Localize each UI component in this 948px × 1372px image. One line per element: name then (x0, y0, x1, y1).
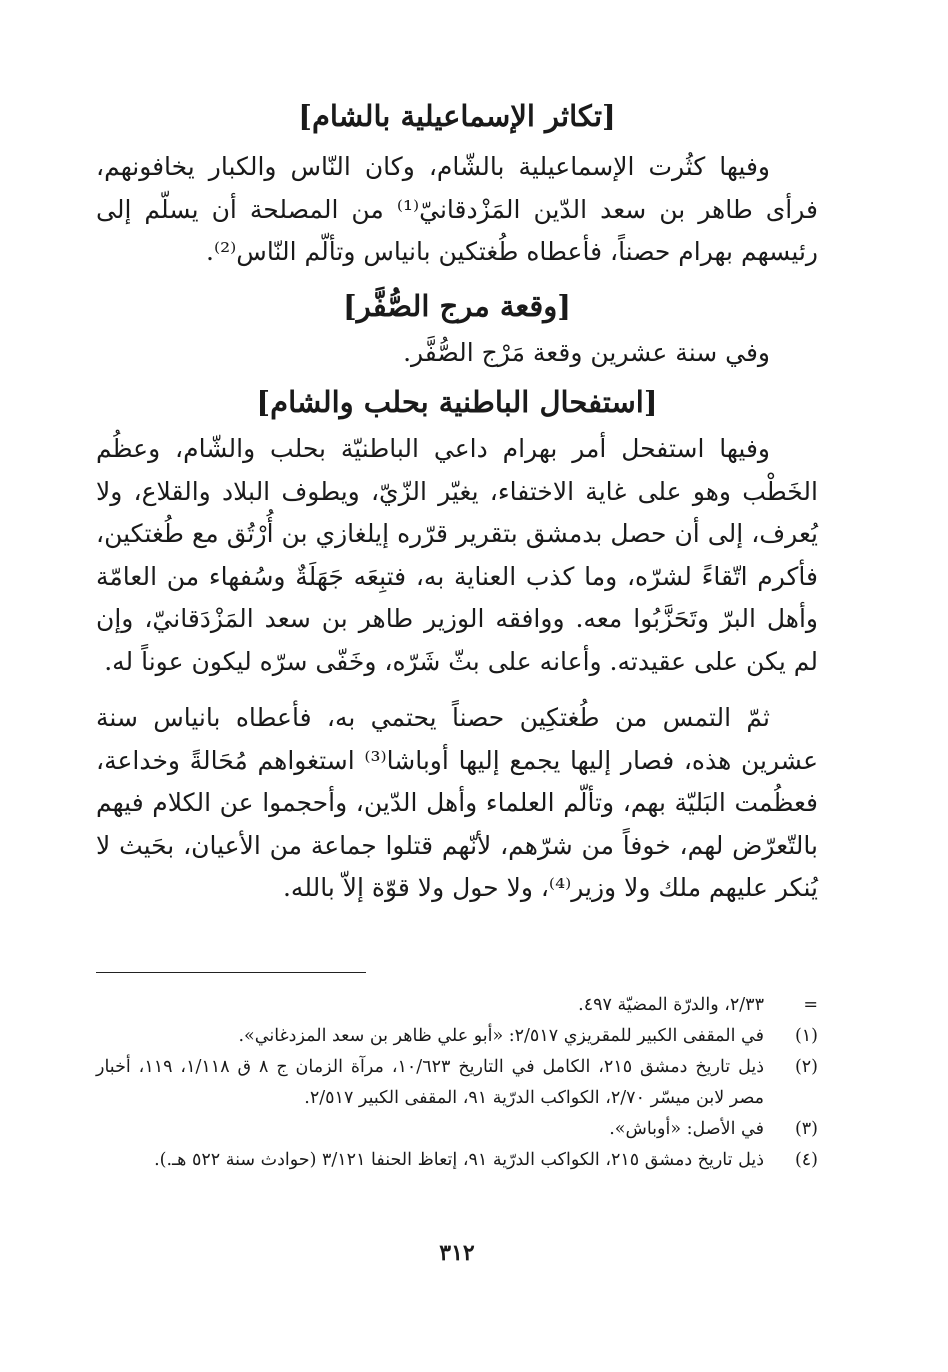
footnote-item (96, 1052, 818, 1114)
footnote-item (96, 990, 818, 1021)
paragraph-batiniyya-1: وفيها استفحل أمر بهرام داعي الباطنيّة بحلب والشّام، وعظُم الخَطْب وهو على غاية الاختفاء، يغيّر الزّيّ، ويطوف البلاد والقلاع، ولا يُعرف، إلى أن حصل بدمشق بتقرير قرّره إيلغازي بن أُرْتُق مع طُغتكين، فأكرم اتّقاءً لشرّه، وما كذب العناية به، فتبِعَه جَهَلَةٌ وسُفهاء من العامّة وأهل البرّ وتَحَزَّبُوا معه. ووافقه الوزير طاهر بن سعد المَزْدَقانيّ، وإن لم يكن على عقيدته. وأعانه على بثّ شَرّه، وخَفّى سرّه ليكون عوناً له. (96, 434, 818, 676)
footnote-marker: (٣) (794, 1119, 818, 1139)
paragraph-marj-al-suffar: وفي سنة عشرين وقعة مَرْج الصُّفَّر. (403, 337, 770, 367)
footnote-text: ذيل تاريخ دمشق ٢١٥، الكامل في التاريخ ١٠/٦٢٣، مرآة الزمان ج ٨ ق ١/١١٨، ١١٩، أخبار مصر لابن ميسّر ٢/٧٠، الكواكب الدرّية ٩١، المقفى الكبير ٢/٥١٧. (96, 1057, 764, 1108)
section-heading-ismailis: [تكاثر الإسماعيلية بالشام] (298, 99, 616, 133)
footnote-item (96, 1021, 818, 1052)
section-heading-batiniyya: [استفحال الباطنية بحلب والشام] (256, 385, 658, 419)
paragraph-batiniyya-2: ثمّ التمس من طُغتكِين حصناً يحتمي به، فأعطاه بانياس سنة عشرين هذه، فصار إليها يجمع إليها أوباشا⁽³⁾ استغواهم مُحَالةً وخداعة، فعظُمت البَليّة بهم، وتألّم العلماء وأهل الدّين، وأحجموا عن الكلام فيهم بالتّعرّض لهم، خوفاً من شرّهم، لأنّهم قتلوا جماعة من الأعيان، بحَيث لا يُنكر عليهم ملك ولا وزير⁽⁴⁾، ولا حول ولا قوّة إلاّ بالله. (96, 703, 819, 902)
footnote-divider (96, 972, 366, 973)
page-number: ٣١٢ (439, 1240, 475, 1266)
footnote-marker: = (803, 995, 818, 1015)
footnote-text: ذيل تاريخ دمشق ٢١٥، الكواكب الدرّية ٩١، إتعاظ الحنفا ٣/١٢١ (حوادث سنة ٥٢٢ هـ.). (154, 1150, 764, 1170)
footnote-marker: (١) (794, 1026, 818, 1046)
paragraph-ismailis: وفيها كثُرت الإسماعيلية بالشّام، وكان النّاس والكبار يخافونهم، فرأى طاهر بن سعد الدّين المَزْدقانيّ⁽¹⁾ من المصلحة أن يسلّم إلى رئيسهم بهرام حصناً، فأعطاه طُغتكين بانياس وتألّم النّاس⁽²⁾. (96, 152, 818, 266)
footnotes (96, 990, 818, 1176)
footnote-item (96, 1114, 818, 1145)
book-page (96, 92, 818, 1342)
footnote-text: في المقفى الكبير للمقريزي ٢/٥١٧: «أبو علي ظاهر بن سعد المزدغاني». (238, 1026, 764, 1046)
footnote-text: في الأصل: «أوباش». (609, 1119, 764, 1139)
footnote-item (96, 1145, 818, 1176)
section-heading-marj-al-suffar: [وقعة مرج الصُّفَّر] (342, 288, 571, 323)
footnote-marker: (٤) (794, 1150, 818, 1170)
footnote-marker: (٢) (794, 1057, 818, 1077)
footnote-text: ٢/٣٣، والدرّة المضيّة ٤٩٧. (578, 995, 764, 1015)
